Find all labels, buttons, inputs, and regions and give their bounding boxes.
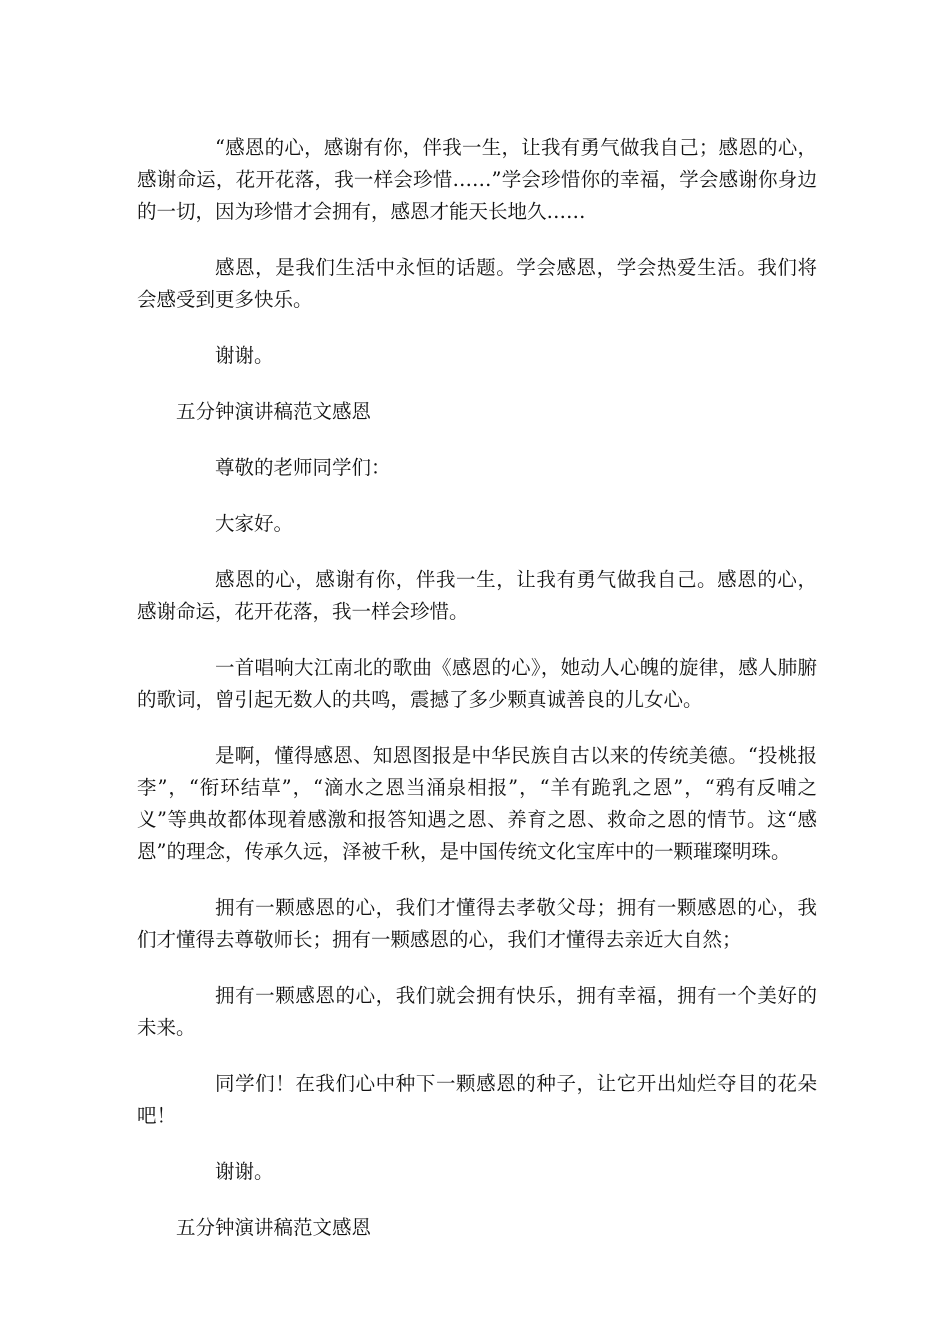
paragraph-song-intro: 一首唱响大江南北的歌曲《感恩的心》，她动人心魄的旋律，感人肺腑的歌词，曾引起无数人的共鸣，震撼了多少颗真诚善良的儿女心。: [137, 656, 817, 711]
paragraph-tradition: 是啊，懂得感恩、知恩图报是中华民族自古以来的传统美德。“投桃报李”，“衔环结草”，“滴水之恩当涌泉相报”，“羊有跪乳之恩”，“鸦有反哺之义”等典故都体现着感激和报答知遇之恩、养育之恩、救命之恩的情节。这“感恩”的理念，传承久远，泽被千秋，是中国传统文化宝库中的一颗璀璨明珠。: [137, 744, 817, 863]
paragraph-lyrics-quote: 感恩的心，感谢有你，伴我一生，让我有勇气做我自己。感恩的心，感谢命运，花开花落，我一样会珍惜。: [137, 568, 817, 623]
document-body: [137, 132, 817, 1268]
paragraph-thanks: 谢谢。: [215, 344, 274, 367]
paragraph-salutation: 尊敬的老师同学们：: [215, 456, 391, 479]
section-heading-2: 五分钟演讲稿范文感恩: [176, 1216, 372, 1239]
paragraph-happiness: 拥有一颗感恩的心，我们就会拥有快乐，拥有幸福，拥有一个美好的未来。: [137, 984, 817, 1039]
paragraph-song-lyrics: “感恩的心，感谢有你，伴我一生，让我有勇气做我自己；感恩的心，感谢命运，花开花落，我一样会珍惜……”学会珍惜你的幸福，学会感谢你身边的一切，因为珍惜才会拥有，感恩才能天长地久……: [137, 136, 817, 223]
paragraph-gratitude-topic: 感恩，是我们生活中永恒的话题。学会感恩，学会热爱生活。我们将会感受到更多快乐。: [137, 256, 817, 311]
paragraph-call-to-action: 同学们！在我们心中种下一颗感恩的种子，让它开出灿烂夺目的花朵吧！: [137, 1072, 817, 1127]
section-heading: 五分钟演讲稿范文感恩: [176, 400, 372, 423]
paragraph-grateful-heart: 拥有一颗感恩的心，我们才懂得去孝敬父母；拥有一颗感恩的心，我们才懂得去尊敬师长；拥有一颗感恩的心，我们才懂得去亲近大自然；: [137, 896, 817, 951]
paragraph-thanks-closing: 谢谢。: [215, 1160, 274, 1183]
paragraph-greeting: 大家好。: [215, 512, 294, 535]
